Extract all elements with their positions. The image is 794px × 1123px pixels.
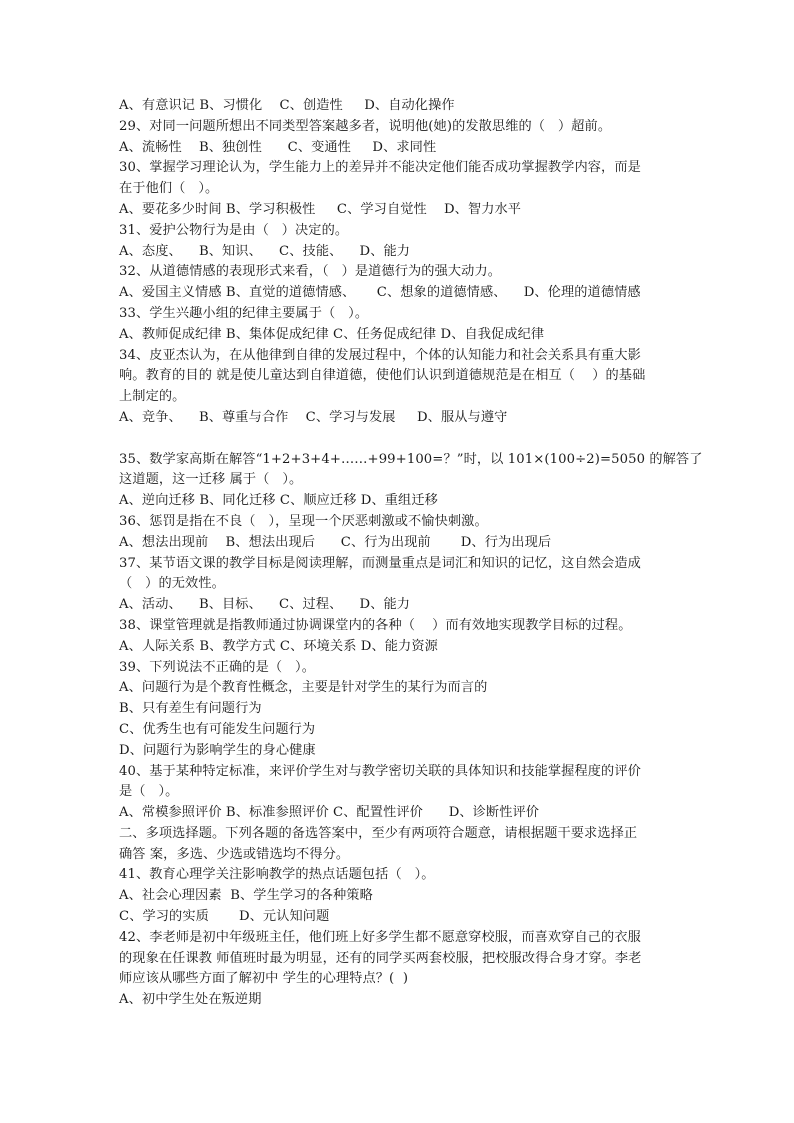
question-35: 35、数学家高斯在解答“1+2+3+4+……+99+100=？”时，以 101×(100÷2)=5050 的解答了 <box>119 451 703 467</box>
question-42: 42、李老师是初中年级班主任，他们班上好多学生都不愿意穿校服，而喜欢穿自己的衣服 <box>119 929 641 945</box>
text-line: 的现象在任课教 师值班时最为明显，还有的同学买两套校服，把校服改得合身才穿。李老 <box>119 950 642 966</box>
question-38: 38、课堂管理就是指教师通过协调课堂内的各种（ ）而有效地实现教学目标的过程。 <box>119 617 632 633</box>
text-line: 这道题，这一迁移 属于（ ）。 <box>119 472 303 488</box>
options-29: A、流畅性 B、独创性 C、变通性 D、求同性 <box>119 139 437 155</box>
question-34: 34、皮亚杰认为，在从他律到自律的发展过程中，个体的认知能力和社会关系具有重大影 <box>119 347 641 363</box>
text-line: 是（ ）。 <box>119 784 179 800</box>
question-32: 32、从道德情感的表现形式来看，（ ）是道德行为的强大动力。 <box>119 264 502 280</box>
options-34: A、竞争、 B、尊重与合作 C、学习与发展 D、服从与遵守 <box>119 409 508 425</box>
options-32: A、爱国主义情感 B、直觉的道德情感、 C、想象的道德情感、 D、伦理的道德情感 <box>119 285 641 301</box>
option-42-a: A、初中学生处在叛逆期 <box>119 992 262 1008</box>
options-37: A、活动、 B、目标、 C、过程、 D、能力 <box>119 597 411 613</box>
options-41-cd: C、学习的实质 D、元认知问题 <box>119 909 330 925</box>
blank-line <box>119 429 679 450</box>
question-31: 31、爱护公物行为是由（ ）决定的。 <box>119 222 349 238</box>
options-41-ab: A、社会心理因素 B、学生学习的各种策略 <box>119 888 373 904</box>
option-39-a: A、问题行为是个教育性概念，主要是针对学生的某行为而言的 <box>119 680 488 696</box>
text-line: 上制定的。 <box>119 389 186 405</box>
document-page <box>119 96 703 1011</box>
question-40: 40、基于某种特定标准，来评价学生对与教学密切关联的具体知识和技能掌握程度的评价 <box>119 763 641 779</box>
text-line: A、有意识记 B、习惯化 C、创造性 D、自动化操作 <box>119 98 455 113</box>
question-41: 41、教育心理学关注影响教学的热点话题包括（ ）。 <box>119 867 435 883</box>
question-29: 29、对同一问题所想出不同类型答案越多者，说明他(她)的发散思维的（ ）超前。 <box>119 118 612 134</box>
text-line: 在于他们（ ）。 <box>119 181 219 197</box>
text-line: 确答 案，多选、少选或错选均不得分。 <box>119 846 350 862</box>
question-33: 33、学生兴趣小组的纪律主要属于（ ）。 <box>119 305 369 321</box>
options-30: A、要花多少时间 B、学习积极性 C、学习自觉性 D、智力水平 <box>119 201 522 217</box>
text-line: （ ）的无效性。 <box>119 576 225 592</box>
text-line: 师应该从哪些方面了解初中 学生的心理特点？( ) <box>119 971 409 987</box>
options-33: A、教师促成纪律 B、集体促成纪律 C、任务促成纪律 D、自我促成纪律 <box>119 326 545 342</box>
question-36: 36、惩罚是指在不良（ ），呈现一个厌恶刺激或不愉快刺激。 <box>119 513 488 529</box>
question-37: 37、某节语文课的教学目标是阅读理解，而测量重点是词汇和知识的记忆，这自然会造成 <box>119 555 641 571</box>
options-40: A、常模参照评价 B、标准参照评价 C、配置性评价 D、诊断性评价 <box>119 805 540 821</box>
options-31: A、态度、 B、知识、 C、技能、 D、能力 <box>119 243 411 259</box>
option-39-b: B、只有差生有问题行为 <box>119 701 262 717</box>
section-heading: 二、多项选择题。下列各题的备选答案中，至少有两项符合题意，请根据题干要求选择正 <box>119 825 638 841</box>
question-30: 30、掌握学习理论认为，学生能力上的差异并不能决定他们能否成功掌握教学内容，而是 <box>119 160 641 176</box>
text-line: 响。教育的目的 就是使儿童达到自律道德，使他们认识到道德规范是在相互（ ）的基础 <box>119 368 646 384</box>
options-36: A、想法出现前 B、想法出现后 C、行为出现前 D、行为出现后 <box>119 534 552 550</box>
option-39-d: D、问题行为影响学生的身心健康 <box>119 742 316 758</box>
question-39: 39、下列说法不正确的是（ ）。 <box>119 659 315 675</box>
options-38: A、人际关系 B、教学方式 C、环境关系 D、能力资源 <box>119 638 438 654</box>
options-35: A、逆向迁移 B、同化迁移 C、顺应迁移 D、重组迁移 <box>119 493 438 509</box>
option-39-c: C、优秀生也有可能发生问题行为 <box>119 721 316 737</box>
